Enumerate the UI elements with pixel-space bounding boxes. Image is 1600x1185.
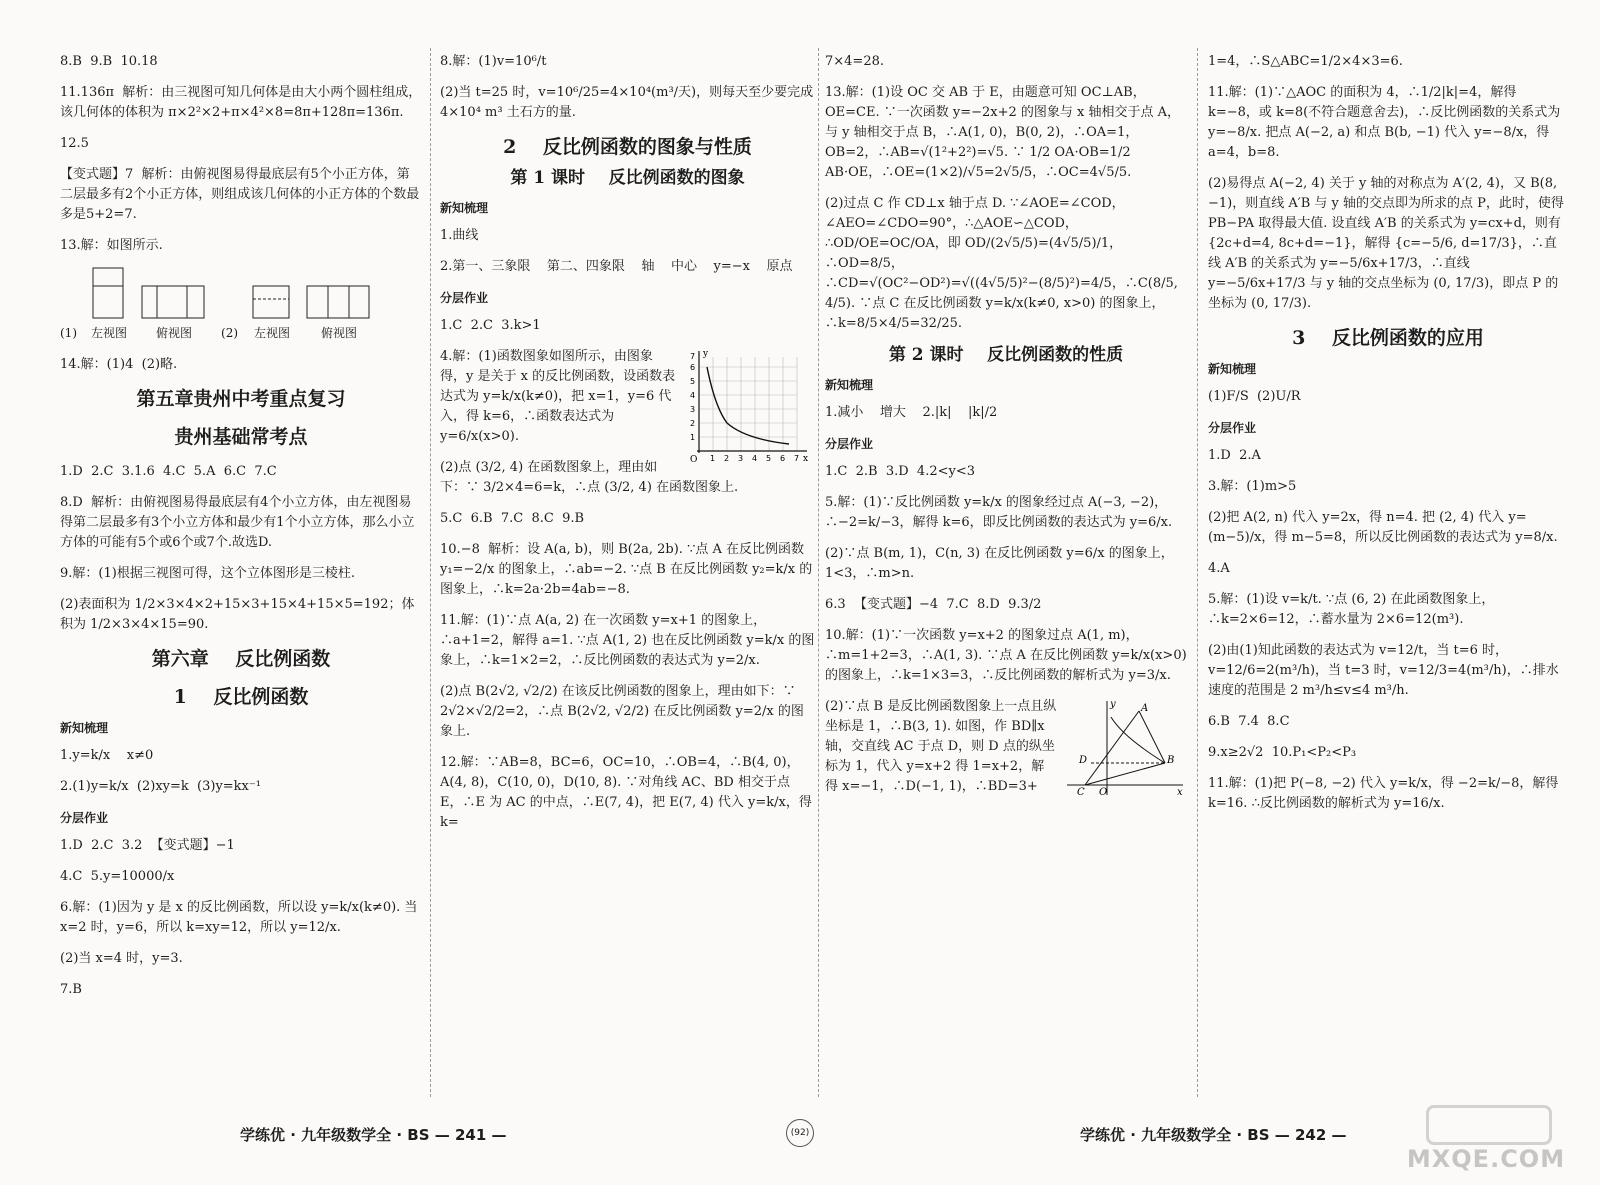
tag-new-knowledge: 新知梳理 (1208, 362, 1257, 376)
three-view-figures (60, 267, 422, 343)
answer-line: 1.C 2.C 3.k>1 (440, 318, 541, 333)
inverse-function-graph (685, 347, 811, 472)
part-label-2: (2) (221, 326, 239, 340)
answer-line: 6.3 【变式题】−4 7.C 8.D 9.3/2 (825, 597, 1042, 612)
tag-layered-homework: 分层作业 (825, 437, 874, 451)
graph-label: O (1099, 787, 1108, 798)
answer-line: 11.136π 解析：由三视图可知几何体是由大小两个圆柱组成，该几何体的体积为 π×2²×2+π×4²×8=8π+128π=136π. (60, 85, 422, 120)
top-view-caption: 俯视图 (321, 326, 358, 340)
answer-line: 1=4，∴S△ABC=1/2×4×3=6. (1208, 54, 1403, 69)
chapter-5-subtitle: 贵州基础常考点 (174, 426, 308, 448)
answer-line: 1.减小 增大 2.|k| |k|/2 (825, 405, 998, 420)
graph-label: A (1141, 703, 1149, 714)
answer-line: 1.D 2.C 3.1.6 4.C 5.A 6.C 7.C (60, 464, 277, 479)
section-2-title: 2 反比例函数的图象与性质 (503, 136, 752, 158)
graph-origin: O (690, 455, 698, 465)
answer-line: 11.解：(1)∵点 A(a, 2) 在一次函数 y=x+1 的图象上，∴a+1=2，解得 a=1. ∵点 A(1, 2) 也在反比例函数 y=k/x 的图象上，∴k=1×2=2，∴反比例函数的表达式为 y=2/x. (440, 613, 815, 668)
lesson-2-title: 第 2 课时 反比例函数的性质 (888, 345, 1124, 365)
answer-line: 7×4=28. (825, 54, 885, 69)
y-tick: 3 (690, 405, 696, 414)
x-tick: 4 (752, 454, 758, 463)
part-label-1: (1) (60, 326, 77, 340)
answer-line: (1)F/S (2)U/R (1208, 389, 1301, 404)
answer-line: 10.−8 解析：设 A(a, b)，则 B(2a, 2b). ∵点 A 在反比例函数 y₁=−2/x 的图象上，∴ab=−2. ∵点 B 在反比例函数 y₂=k/x 的图象上，∴k=2a·2b=4ab=−8. (440, 542, 813, 597)
answer-line: (2)当 x=4 时，y=3. (60, 951, 183, 966)
top-view-caption: 俯视图 (156, 326, 193, 340)
answer-line: 8.B 9.B 10.18 (60, 54, 158, 69)
column-divider (430, 48, 432, 1097)
y-tick: 4 (690, 391, 696, 400)
answer-line: 5.解：(1)∵反比例函数 y=k/x 的图象经过点 A(−3, −2)，∴−2=k/−3，解得 k=6，即反比例函数的表达式为 y=6/x. (825, 495, 1173, 530)
graph-x-label: x (803, 454, 809, 464)
y-tick: 2 (690, 419, 696, 428)
x-tick: 2 (724, 454, 730, 463)
answer-line: (2)由(1)知此函数的表达式为 v=12/t，当 t=6 时，v=12/6=2(m³/h)，当 t=3 时，v=12/3=4(m³/h)，∴排水速度的范围是 2 m³/h≤v≤4 m³/h. (1208, 643, 1559, 698)
y-tick: 5 (690, 377, 696, 386)
footer-right: 学练优 · 九年级数学全 · BS — 242 — (1080, 1126, 1347, 1144)
answer-line: 8.D 解析：由俯视图易得最底层有4个小立方体，由左视图易得第二层最多有3个小立方体和最少有1个小立方体，那么小立方体的可能有5个或6个或7个.故选D. (60, 495, 415, 550)
answer-line: 12.5 (60, 136, 89, 151)
top-view-drawing (141, 285, 207, 321)
answer-line: 5.解：(1)设 v=k/t. ∵点 (6, 2) 在此函数图象上，∴k=2×6=12，∴蓄水量为 2×6=12(m³). (1208, 592, 1495, 627)
answer-line: (2)∵点 B 是反比例函数图象上一点且纵坐标是 1，∴B(3, 1). 如图，作 BD∥x 轴，交直线 AC 于点 D，则 D 点的纵坐标为 1，代入 y=x+2 得 1=x+2，解得 x=−1，∴D(−1, 1)，∴BD=3+ (825, 699, 1057, 794)
top-view-drawing (306, 285, 372, 321)
left-view-1 (91, 267, 127, 343)
answer-line: 9.x≥2√2 10.P₁<P₂<P₃ (1208, 745, 1357, 760)
answer-line: (2)当 t=25 时，v=10⁶/25=4×10⁴(m³/天)，则每天至少要完成 4×10⁴ m³ 土石方的量. (440, 85, 818, 120)
answer-line: 4.解：(1)函数图象如图所示，由图象得，y 是关于 x 的反比例函数，设函数表达式为 y=k/x(k≠0)，把 x=1，y=6 代入，得 k=6，∴函数表达式为 y=6/x(x>0). (440, 349, 676, 444)
y-tick: 6 (690, 363, 696, 372)
tag-layered-homework: 分层作业 (1208, 421, 1257, 435)
answer-line: 13.解：(1)设 OC 交 AB 于 E，由题意可知 OC⊥AB，OE=CE. ∵一次函数 y=−2x+2 的图象与 x 轴相交于点 A，与 y 轴相交于点 B，∴A(1, 0)，B(0, 2)，∴OA=1，OB=2，∴AB=√(1²+2²)=√5. ∵ 1/2 OA·OB=1/2 AB·OE，∴OE=(1×2)/√5=2√5/5，∴OC=4√5/5. (825, 85, 1181, 180)
column-divider (1197, 48, 1199, 1097)
answer-line: 9.解：(1)根据三视图可得，这个立体图形是三棱柱. (60, 566, 355, 581)
answer-line: (2)表面积为 1/2×3×4×2+15×3+15×4+15×5=192；体积为 1/2×3×4×15=90. (60, 597, 415, 632)
top-view-1 (141, 285, 207, 343)
x-tick: 3 (738, 454, 744, 463)
answer-line: 1.曲线 (440, 228, 479, 243)
answer-line: (2)把 A(2, n) 代入 y=2x，得 n=4. 把 (2, 4) 代入 y=(m−5)/x，得 m−5=8，所以反比例函数的表达式为 y=8/x. (1208, 510, 1558, 545)
answer-line: (2)点 B(2√2, √2/2) 在该反比例函数的图象上，理由如下：∵ 2√2×√2/2=2，∴点 B(2√2, √2/2) 在反比例函数 y=2/x 的图象上. (440, 684, 804, 739)
column-2 (440, 52, 818, 1095)
y-tick: 1 (690, 433, 696, 442)
answer-line: (2)点 (3/2, 4) 在函数图象上，理由如下：∵ 3/2×4=6=k，∴点 (3/2, 4) 在函数图象上. (440, 460, 739, 495)
answer-line: 6.B 7.4 8.C (1208, 714, 1290, 729)
x-tick: 1 (710, 454, 716, 463)
column-divider (818, 48, 820, 1097)
answer-line: 2.第一、三象限 第二、四象限 轴 中心 y=−x 原点 (440, 259, 793, 274)
section-1-title: 1 反比例函数 (173, 686, 309, 708)
tag-layered-homework: 分层作业 (60, 811, 109, 825)
answer-line: (2)过点 C 作 CD⊥x 轴于点 D. ∵∠AOE=∠COD，∠AEO=∠CDO=90°，∴△AOE∽△COD，∴OD/OE=OC/OA，即 OD/(2√5/5)=(4√5/5)/1，∴OD=8/5，∴CD=√(OC²−OD²)=√((4√5/5)²−(8/5)²)=4/5，∴C(8/5, 4/5). ∵点 C 在反比例函数 y=k/x(k≠0, x>0) 的图象上，∴k=8/5×4/5=32/25. (825, 196, 1183, 331)
answer-line: 6.解：(1)因为 y 是 x 的反比例函数，所以设 y=k/x(k≠0). 当 x=2 时，y=6，所以 k=xy=12，所以 y=12/x. (60, 900, 422, 935)
graph-label: y (1110, 699, 1116, 710)
graph-y-label: y (703, 349, 709, 359)
answer-line: 4.A (1208, 561, 1230, 576)
answer-line: 7.B (60, 982, 82, 997)
watermark (1386, 1105, 1586, 1175)
x-tick: 7 (794, 454, 800, 463)
answer-line: 14.解：(1)4 (2)略. (60, 357, 178, 372)
graph-label: D (1079, 755, 1088, 766)
chapter-6-title: 第六章 反比例函数 (151, 648, 331, 670)
answer-line: 11.解：(1)把 P(−8, −2) 代入 y=k/x，得 −2=k/−8，解得 k=16. ∴反比例函数的解析式为 y=16/x. (1208, 776, 1563, 811)
tag-new-knowledge: 新知梳理 (440, 201, 489, 215)
answer-line: 13.解：如图所示. (60, 238, 163, 253)
chapter-5-title: 第五章贵州中考重点复习 (136, 388, 346, 410)
left-view-2 (252, 285, 292, 343)
answer-line: 1.y=k/x x≠0 (60, 748, 154, 763)
graph-label: B (1167, 755, 1175, 766)
answer-line: 4.C 5.y=10000/x (60, 869, 175, 884)
section-3-title: 3 反比例函数的应用 (1292, 327, 1484, 349)
triangle-graph (1063, 697, 1187, 804)
answer-line: 11.解：(1)∵△AOC 的面积为 4，∴1/2|k|=4，解得 k=−8，或 k=8(不符合题意舍去)，∴反比例函数的关系式为 y=−8/x. 把点 A(−2, a) 和点 B(b, −1) 代入 y=−8/x，得 a=4，b=8. (1208, 85, 1565, 160)
tag-new-knowledge: 新知梳理 (60, 721, 109, 735)
answer-line: 2.(1)y=k/x (2)xy=k (3)y=kx⁻¹ (60, 779, 261, 794)
left-view-drawing (92, 267, 126, 321)
answer-line: 1.D 2.A (1208, 448, 1261, 463)
page-badge: (92) (786, 1119, 814, 1147)
left-view-caption: 左视图 (254, 326, 291, 340)
x-tick: 6 (780, 454, 786, 463)
lesson-1-title: 第 1 课时 反比例函数的图象 (510, 168, 745, 188)
graph-label: C (1077, 787, 1085, 798)
answer-line: 1.C 2.B 3.D 4.2<y<3 (825, 464, 976, 479)
graph-svg (685, 347, 811, 465)
tag-layered-homework: 分层作业 (440, 291, 489, 305)
tag-new-knowledge: 新知梳理 (825, 378, 874, 392)
answer-line: 12.解：∵AB=8，BC=6，OC=10，∴OB=4，∴B(4, 0)，A(4, 8)，C(10, 0)，D(10, 8). ∵对角线 AC、BD 相交于点 E，∴E 为 AC 的中点，∴E(7, 4)，把 E(7, 4) 代入 y=k/x，得 k= (440, 755, 816, 830)
graph-svg (1063, 697, 1187, 797)
answer-line: 1.D 2.C 3.2 【变式题】−1 (60, 838, 235, 853)
answer-line: 【变式题】7 解析：由俯视图易得最底层有5个小正方体，第二层最多有2个小正方体，则组成该几何体的小正方体的个数最多是5+2=7. (60, 167, 420, 222)
column-4 (1208, 52, 1568, 1095)
column-3 (825, 52, 1191, 1095)
answer-line: 10.解：(1)∵一次函数 y=x+2 的图象过点 A(1, m)，∴m=1+2=3，∴A(1, 3). ∵点 A 在反比例函数 y=k/x(x>0) 的图象上，∴k=1×3=3，∴反比例函数的解析式为 y=3/x. (825, 628, 1191, 683)
graph-label: x (1177, 787, 1183, 798)
watermark-logo-icon (1426, 1105, 1552, 1145)
watermark-text: MXQE.COM (1406, 1145, 1566, 1173)
y-tick: 7 (690, 352, 696, 361)
answer-line: 3.解：(1)m>5 (1208, 479, 1297, 494)
answer-line: 8.解：(1)v=10⁶/t (440, 54, 547, 69)
left-view-caption: 左视图 (91, 326, 128, 340)
left-view-drawing (252, 285, 292, 321)
footer-left: 学练优 · 九年级数学全 · BS — 241 — (240, 1126, 507, 1144)
x-tick: 5 (766, 454, 772, 463)
answer-line: (2)易得点 A(−2, 4) 关于 y 轴的对称点为 A′(2, 4)，又 B(8, −1)，则直线 A′B 与 y 轴的交点即为所求的点 P，此时，使得 PB−PA 取得最大值. 设直线 A′B 的关系式为 y=cx+d，则有 {2c+d=4, 8c+d=−1}，解得 {c=−5/6, d=17/3}，∴直线 A′B 的关系式为 y=−5/6x+17/3，∴直线 y=−5/6x+17/3 与 y 轴的交点坐标为 (0, 17/3)，即点 P 的坐标为 (0, 17/3). (1208, 176, 1569, 311)
answer-line: 5.C 6.B 7.C 8.C 9.B (440, 511, 585, 526)
top-view-2 (306, 285, 372, 343)
column-1 (60, 52, 422, 1095)
answer-line: (2)∵点 B(m, 1)，C(n, 3) 在反比例函数 y=6/x 的图象上，1<3，∴m>n. (825, 546, 1174, 581)
